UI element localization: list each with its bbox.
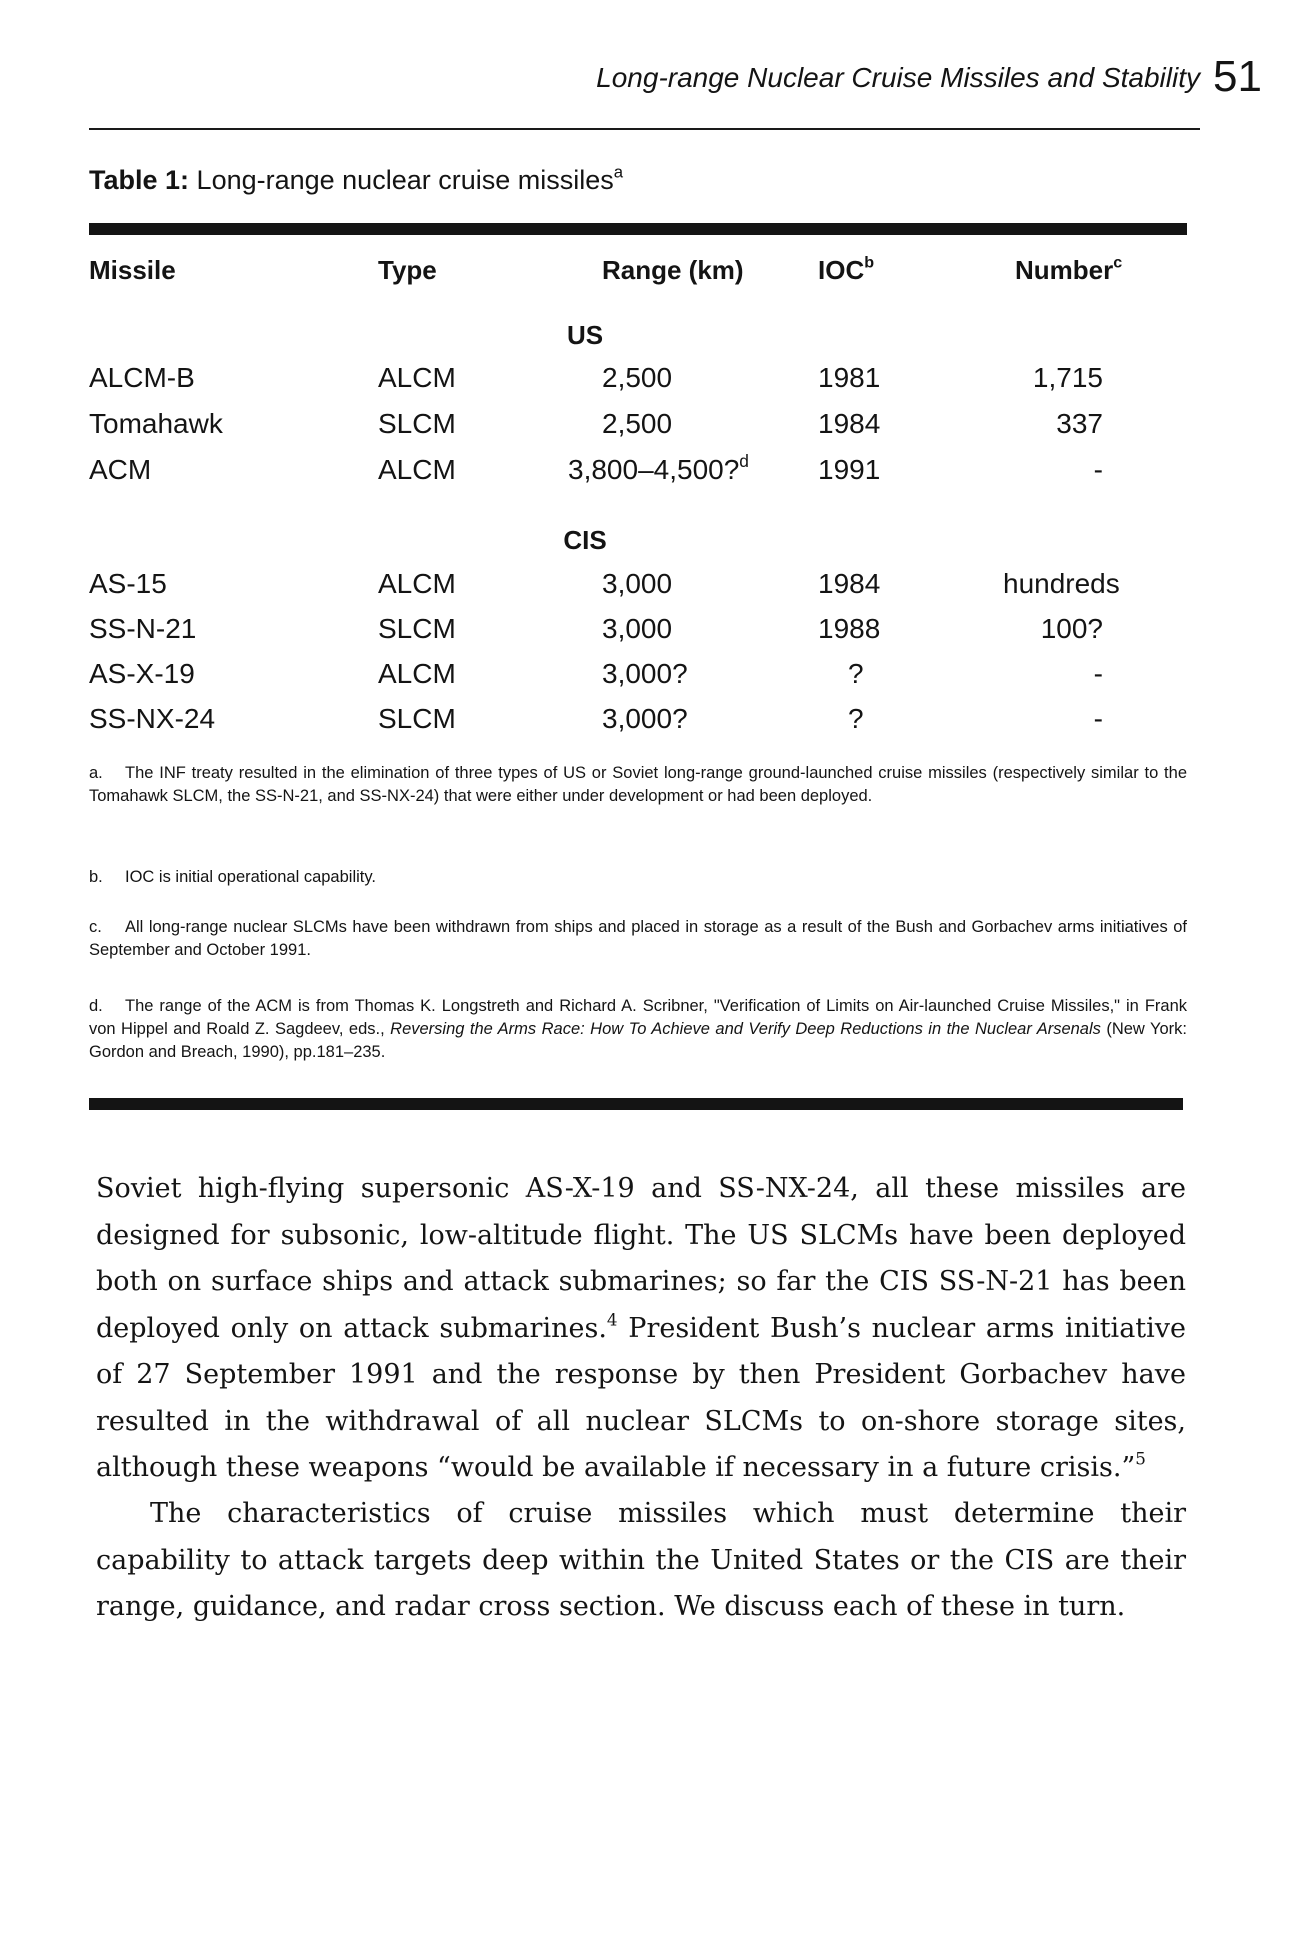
page-number: 51	[1213, 52, 1262, 101]
col-header-number: Number$^c$	[1015, 253, 1123, 285]
col-header-ioc: IOC$^b$	[818, 253, 875, 285]
table-caption	[89, 162, 624, 196]
group-label-us: US	[566, 320, 604, 350]
col-header-type: Type	[378, 255, 437, 285]
table-label: Table 1:	[89, 165, 190, 195]
col-header-missile: Missile	[89, 255, 176, 285]
footnote-c: c. All long-range nuclear SLCMs have been withdrawn from ships and placed in storage as a result of the Bush and Gorbachev arms initiatives of September and October 1991.	[89, 918, 1187, 959]
body-paragraph-1: Soviet high-flying supersonic AS-X-19 and SS-NX-24, all these missiles are designed for subsonic, low-altitude flight. The US SLCMs have been deployed both on surface ships and attack submarines; so far the CIS SS-N-21 has been deployed only on attack submarines.$^4$ President Bush’s nuclear arms initiative of 27 September 1991 and the response by then President Gorbachev have resulted in the withdrawal of all nuclear SLCMs to on-shore storage sites, although these weapons “would be available if necessary in a future crisis.”$^5$	[96, 1173, 1187, 1483]
table-bottom-rule	[89, 1098, 1183, 1110]
table-top-rule	[89, 223, 1187, 235]
header-rule	[89, 128, 1200, 130]
table-caption-mark: a	[613, 162, 624, 182]
footnote-b: b. IOC is initial operational capability.	[89, 868, 376, 886]
running-head: Long-range Nuclear Cruise Missiles and Stability	[596, 62, 1200, 93]
footnote-d: d. The range of the ACM is from Thomas K. Longstreth and Richard A. Scribner, "Verification of Limits on Air-launched Cruise Missiles," in Frank von Hippel and Roald Z. Sagdeev, eds., Reversing the Arms Race: How To Achieve and Verify Deep Reductions in the Nuclear Arsenals (New York: Gordon and Breach, 1990), pp.181–235.	[89, 997, 1188, 1061]
group-label-cis: CIS	[563, 525, 607, 555]
table-caption-text: Long-range nuclear cruise missiles	[196, 165, 614, 195]
footnote-a: a. The INF treaty resulted in the elimination of three types of US or Soviet long-range ground-launched cruise missiles (respectively similar to the Tomahawk SLCM, the SS-N-21, and SS-NX-24) that were either under development or had been deployed.	[89, 764, 1187, 805]
body-paragraph-2: The characteristics of cruise missiles which must determine their capability to attack targets deep within the United States or the CIS are their range, guidance, and radar cross section. We discuss each of these in turn.	[96, 1498, 1186, 1622]
col-header-range: Range (km)	[602, 255, 744, 285]
